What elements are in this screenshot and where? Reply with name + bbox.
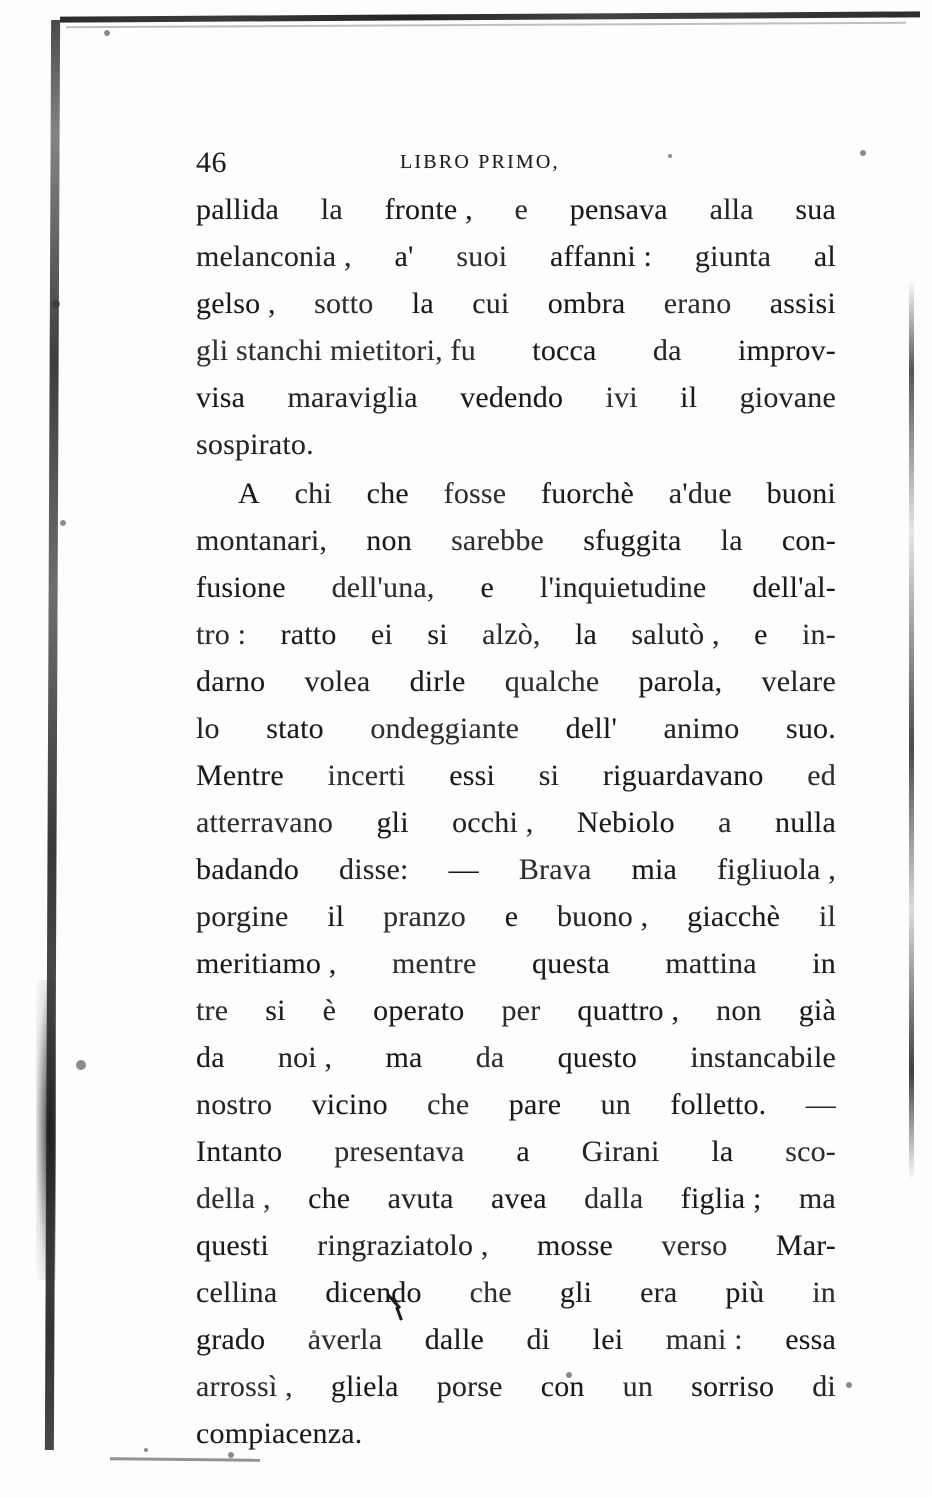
text-word: verso [661,1229,728,1262]
running-head: LIBRO PRIMO, [400,151,560,173]
text-word: era [640,1276,678,1309]
text-word: dell' [565,712,618,745]
text-word: mani : [665,1323,743,1356]
text-word: gelso , [196,287,276,320]
body-text [196,186,836,1457]
text-word: più [725,1276,765,1309]
text-word: erano [663,287,732,320]
text-line [196,846,836,893]
text-word: porgine [196,900,289,933]
text-word: fosse [443,477,507,510]
text-line [196,233,836,280]
text-word: sco- [785,1135,836,1168]
text-line [196,517,836,564]
text-word: a' [394,240,414,273]
text-word: ma [798,1182,836,1215]
text-word: dirle [409,665,466,698]
text-word: dell'al- [752,571,836,604]
scan-edge-bottom [110,1457,260,1462]
text-word: quattro , [577,994,680,1027]
text-word: A [238,477,260,510]
text-word: e [754,618,768,651]
text-word: assisi [769,287,836,320]
text-line [196,987,836,1034]
text-word: lo [196,712,220,745]
text-word: avea [490,1182,547,1215]
text-word: gli [376,806,409,839]
text-word: il [680,381,698,414]
text-word: questa [532,947,610,980]
text-word: occhi , [452,806,534,839]
text-line [196,564,836,611]
text-word: a'due [668,477,732,510]
text-word: instancabile [690,1041,836,1074]
text-word: e [514,193,529,226]
text-word: buono , [556,900,649,933]
text-word: tre [196,994,229,1027]
text-word: e [504,900,519,933]
scan-speck [846,1382,852,1388]
text-word: si [265,994,286,1027]
scan-speck [144,1448,148,1452]
text-word: porse [436,1370,503,1403]
text-word: velare [761,665,836,698]
text-word: si [427,618,448,651]
text-word: suo. [785,712,836,745]
text-word: sospirato. [196,428,314,461]
text-word: operato [373,994,465,1027]
text-word: ivi [605,381,638,414]
text-word: incerti [327,759,406,792]
text-word: tocca [532,334,597,367]
text-word: pallida [196,193,280,226]
text-word: la [720,524,743,557]
text-word: riguardavano [602,759,764,792]
text-word: della , [196,1182,271,1215]
text-word: non [366,524,412,557]
text-word: improv- [737,334,836,367]
text-word: visa [196,381,246,414]
text-word: parola, [638,665,723,698]
text-word: gliela [330,1370,399,1403]
text-word: il [327,900,345,933]
text-word: con [540,1370,585,1403]
text-word: compiacenza. [196,1417,363,1450]
text-word: figlia ; [680,1182,762,1215]
text-word: gli stanchi mietitori, fu [196,334,476,367]
text-word: dalla [584,1182,644,1215]
text-word: la [411,287,434,320]
text-word: affanni : [550,240,653,273]
scan-speck [52,300,60,308]
text-word: badando [196,853,300,886]
text-word: in [812,1276,836,1309]
text-word: arrossì , [196,1370,293,1403]
text-word: di [812,1370,836,1403]
text-line [196,421,836,468]
text-word: Girani [581,1135,660,1168]
text-word: Nebiolo [576,806,675,839]
text-word: la [320,193,343,226]
text-word: dell'una, [331,571,435,604]
text-word: il [818,900,836,933]
text-line [196,1316,836,1363]
text-word: essa [785,1323,836,1356]
text-line [196,1410,836,1457]
text-word: Mar- [775,1229,836,1262]
text-word: disse: [339,853,409,886]
text-word: da [652,334,682,367]
text-line [196,1175,836,1222]
text-word: alla [709,193,754,226]
text-word: volea [304,665,371,698]
text-word: sua [795,193,836,226]
text-line [196,1128,836,1175]
text-word: averla [307,1323,383,1356]
paragraph-2 [196,470,836,1457]
text-word: melanconia , [196,240,352,273]
text-word: buoni [766,477,836,510]
text-word: pranzo [383,900,466,933]
paragraph-1 [196,186,836,468]
text-word: vedendo [460,381,564,414]
text-word: nostro [196,1088,273,1121]
text-word: stato [266,712,324,745]
text-word: noi , [277,1041,333,1074]
text-word: è [322,994,337,1027]
text-word: un [622,1370,654,1403]
text-word: fuorchè [541,477,635,510]
scan-speck [104,30,110,36]
page-header [196,140,836,186]
text-line [196,280,836,327]
text-word: essi [449,759,496,792]
text-word: tro : [196,618,247,651]
text-word: che [366,477,409,510]
text-word: qualche [504,665,600,698]
text-word: giovane [739,381,836,414]
text-word: atterravano [196,806,334,839]
text-word: ringraziatolo , [317,1229,489,1262]
text-word: giacchè [687,900,781,933]
scan-speck [860,150,866,156]
scan-edge-right [909,280,914,1180]
text-word: montanari, [196,524,328,557]
page-number: 46 [196,146,227,179]
text-word: darno [196,665,266,698]
text-line [196,186,836,233]
text-word: vicino [311,1088,388,1121]
text-word: ed [807,759,836,792]
scan-speck [60,520,66,526]
text-word: sfuggita [583,524,682,557]
text-word: fusione [196,571,286,604]
text-word: animo [663,712,740,745]
text-word: giunta [694,240,772,273]
text-word: un [600,1088,632,1121]
text-line [196,752,836,799]
text-word: — [448,853,479,886]
text-word: mattina [665,947,757,980]
text-word: avuta [387,1182,454,1215]
text-word: ondeggiante [370,712,520,745]
text-line [196,799,836,846]
text-line [196,1363,836,1410]
text-word: che [469,1276,512,1309]
text-word: folletto. [670,1088,767,1121]
scan-edge-top [60,11,920,22]
text-word: dicendo [325,1276,422,1309]
text-line [196,374,836,421]
text-word: l'inquietudine [539,571,707,604]
text-word: a [516,1135,530,1168]
text-word: mentre [392,947,477,980]
text-line [196,1269,836,1316]
text-word: cui [472,287,510,320]
text-line [196,611,836,658]
text-word: cellina [196,1276,278,1309]
text-word: meritiamo , [196,947,337,980]
text-word: suoi [456,240,508,273]
text-line [196,893,836,940]
text-word: presentava [334,1135,465,1168]
text-word: si [538,759,560,792]
text-word: la [574,618,598,651]
text-word: salutò , [631,618,720,651]
text-word: che [427,1088,470,1121]
text-word: e [480,571,495,604]
text-word: sotto [314,287,374,320]
text-word: per [501,994,541,1027]
text-word: gli [559,1276,593,1309]
text-word: non [716,994,762,1027]
text-word: chi [294,477,332,510]
text-line [196,327,836,374]
text-word: ombra [547,287,626,320]
text-line [196,1034,836,1081]
text-word: ma [385,1041,423,1074]
text-word: — [805,1088,836,1121]
page-text-block [196,140,836,1457]
text-word: questi [196,1229,269,1262]
text-word: al [813,240,836,273]
text-word: Mentre [196,759,284,792]
text-word: con- [781,524,836,557]
text-word: alzò, [482,618,541,651]
text-word: mosse [537,1229,613,1262]
text-word: dalle [424,1323,485,1356]
text-word: ratto [280,618,337,651]
text-word: da [196,1041,225,1074]
text-word: di [526,1323,551,1356]
text-word: pare [508,1088,562,1121]
text-word: ei [370,618,393,651]
text-word: a [718,806,732,839]
text-word: già [798,994,836,1027]
text-line [196,470,836,517]
text-word: lei [592,1323,624,1356]
text-word: in [812,947,836,980]
text-word: maraviglia [287,381,418,414]
text-word: mia [631,853,678,886]
text-word: Brava [518,853,592,886]
text-line [196,1081,836,1128]
text-word: sarebbe [451,524,545,557]
scan-smudge-left [36,980,56,1280]
text-word: che [308,1182,351,1215]
text-word: questo [557,1041,638,1074]
text-line [196,658,836,705]
text-word: fronte , [384,193,473,226]
text-word: figliuola , [717,853,836,886]
text-word: da [475,1041,505,1074]
text-word: Intanto [196,1135,283,1168]
text-line [196,705,836,752]
text-word: sorriso [691,1370,775,1403]
text-word: grado [196,1323,266,1356]
text-word: in- [801,618,836,651]
text-line [196,1222,836,1269]
text-word: pensava [569,193,668,226]
text-word: la [711,1135,734,1168]
scan-speck [76,1060,86,1070]
text-line [196,940,836,987]
scan-edge-top-secondary [66,22,906,28]
text-word: nulla [775,806,836,839]
